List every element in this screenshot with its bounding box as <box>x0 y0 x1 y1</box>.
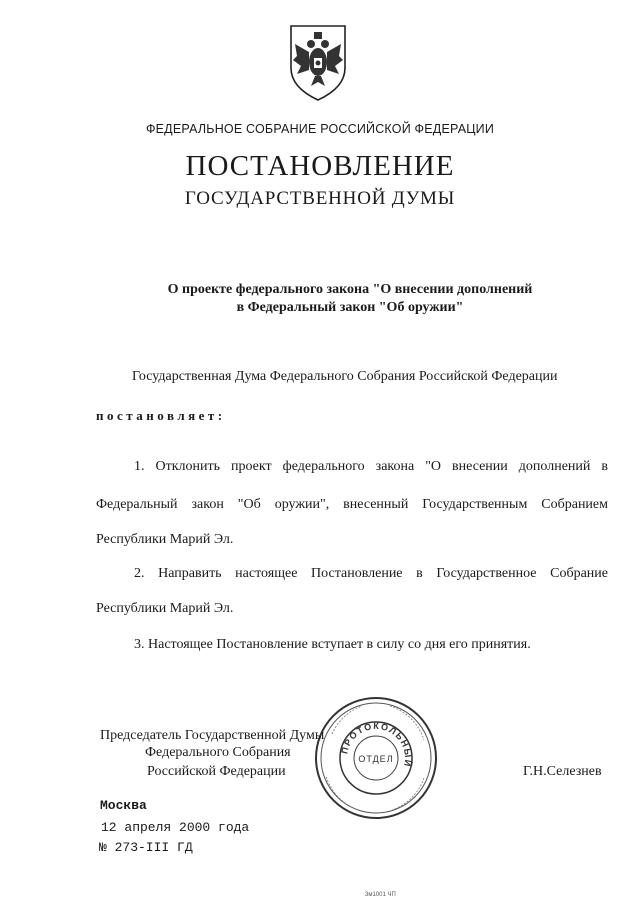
item-1-line-3: Республики Марий Эл. <box>96 532 234 547</box>
signer-title-line-3: Российской Федерации <box>147 764 286 779</box>
stamp-center-text: ОТДЕЛ <box>358 754 394 764</box>
item-1-line-1: 1. Отклонить проект федерального закона "О внесении дополнений в <box>134 459 608 474</box>
signer-title-line-2: Федерального Собрания <box>145 745 291 760</box>
city: Москва <box>100 798 147 813</box>
stamp-ring-text: ПРОТОКОЛЬНЫЙ <box>339 720 414 769</box>
item-3: 3. Настоящее Постановление вступает в силу со дня его принятия. <box>134 637 531 652</box>
item-1-line-2: Федеральный закон "Об оружии", внесенный Государственным Собранием <box>96 497 608 512</box>
subject-line-1: О проекте федерального закона "О внесении дополнений <box>167 282 533 297</box>
document-number: № 273-III ГД <box>99 840 193 855</box>
signer-title-line-1: Председатель Государственной Думы <box>100 728 325 743</box>
signer-name: Г.Н.Селезнев <box>523 764 602 779</box>
resolves-text: постановляет: <box>96 408 226 423</box>
intro-text: Государственная Дума Федерального Собрания Российской Федерации <box>132 369 558 384</box>
footer-code: 3м1001 ЧП <box>365 892 396 898</box>
coat-of-arms-icon <box>287 22 349 102</box>
document-subject <box>0 281 640 317</box>
official-stamp <box>312 694 440 822</box>
item-2-line-1: 2. Направить настоящее Постановление в Государственное Собрание <box>134 566 608 581</box>
subject-line-2: в Федеральный закон "Об оружии" <box>236 300 464 315</box>
document-date: 12 апреля 2000 года <box>101 820 250 835</box>
item-2-line-2: Республики Марий Эл. <box>96 601 234 616</box>
document-title: ПОСТАНОВЛЕНИЕ <box>185 150 455 182</box>
document-subtitle: ГОСУДАРСТВЕННОЙ ДУМЫ <box>184 188 456 209</box>
organization-name: ФЕДЕРАЛЬНОЕ СОБРАНИЕ РОССИЙСКОЙ ФЕДЕРАЦИИ <box>145 122 495 136</box>
